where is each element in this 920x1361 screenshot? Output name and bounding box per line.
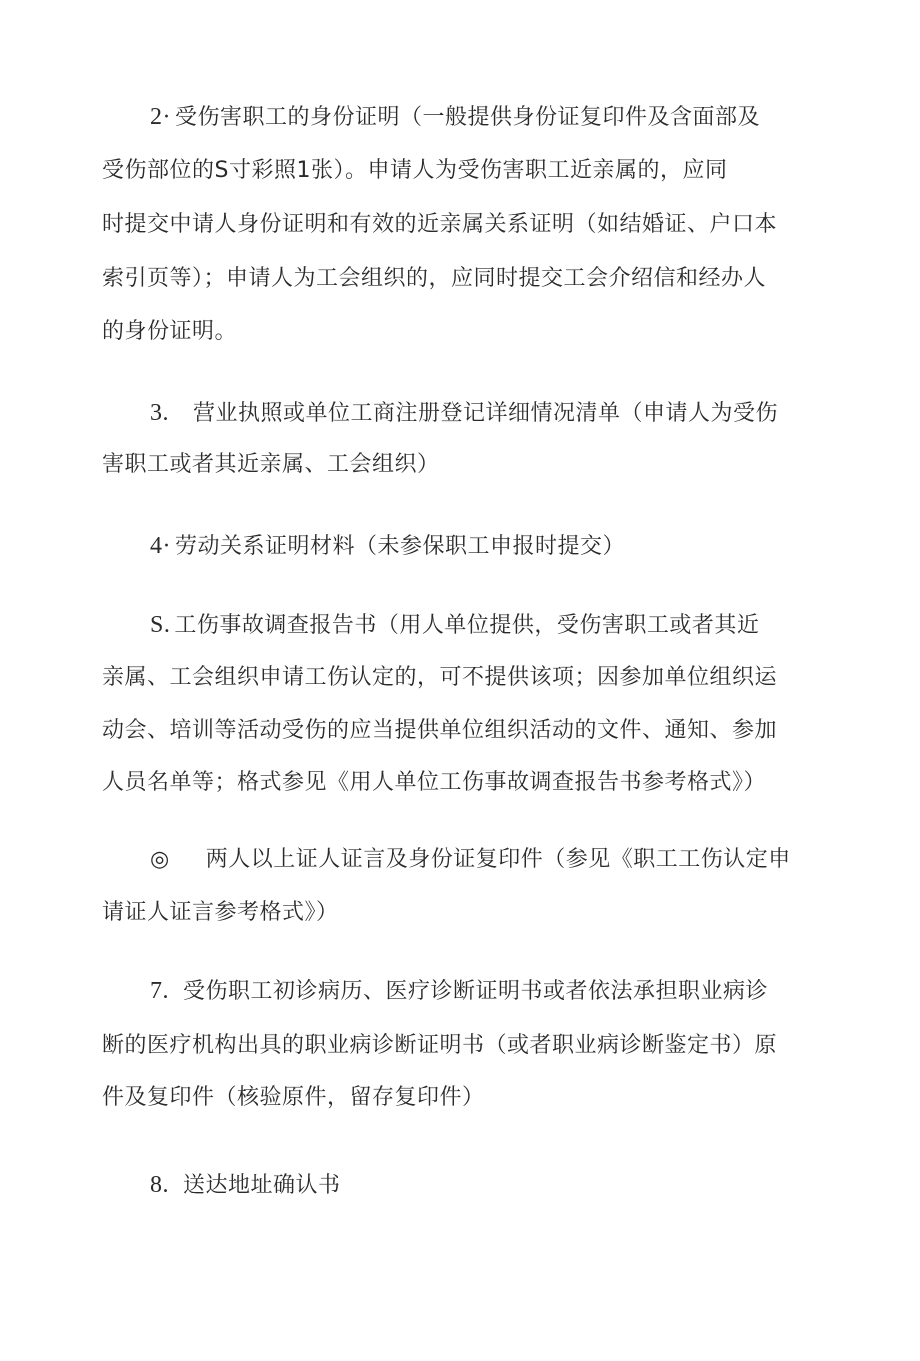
item-5-line-2: 亲属、工会组织申请工伤认定的，可不提供该项；因参加单位组织运 <box>102 665 778 690</box>
item-5-number: S. <box>150 612 171 638</box>
item-7-line-3: 件及复印件（核验原件，留存复印件） <box>102 1085 485 1110</box>
item-2-line-3: 时提交中请人身份证明和有效的近亲属关系证明（如结婚证、户口本 <box>102 212 778 237</box>
item-7-line-1: 7. 受伤职工初诊病历、医疗诊断证明书或者依法承担职业病诊 <box>150 978 769 1004</box>
item-2-line-2: 受伤部位的S寸彩照1张）。申请人为受伤害职工近亲属的，应同 <box>102 158 728 183</box>
item-5-line-1: S. 工伤事故调查报告书（用人单位提供，受伤害职工或者其近 <box>150 612 760 638</box>
item-6-number: ◎ <box>150 847 170 872</box>
item-8-number: 8. <box>150 1172 169 1198</box>
item-4-line-1: 4· 劳动关系证明材料（未参保职工申报时提交） <box>150 533 626 559</box>
item-2-line-5: 的身份证明。 <box>102 319 238 344</box>
item-7-number: 7. <box>150 978 169 1004</box>
item-3-line-2: 害职工或者其近亲属、工会组织） <box>102 452 440 477</box>
item-3-line-1: 3. 营业执照或单位工商注册登记详细情况清单（申请人为受伤 <box>150 400 779 426</box>
item-2-line-1: 2· 受伤害职工的身份证明（一般提供身份证复印件及含面部及 <box>150 104 761 130</box>
item-5-line-3: 动会、培训等活动受伤的应当提供单位组织活动的文件、通知、参加 <box>102 718 778 743</box>
item-7-line-2: 断的医疗机构出具的职业病诊断证明书（或者职业病诊断鉴定书）原 <box>102 1033 778 1058</box>
item-2-number: 2· <box>150 104 171 130</box>
item-2-line-4: 索引页等）；申请人为工会组织的，应同时提交工会介绍信和经办人 <box>102 266 767 291</box>
item-3-number: 3. <box>150 400 169 426</box>
item-4-number: 4· <box>150 533 171 559</box>
item-5-line-4: 人员名单等；格式参见《用人单位工伤事故调查报告书参考格式》） <box>102 770 767 795</box>
item-6-line-1: ◎ 两人以上证人证言及身份证复印件（参见《职工工伤认定申 <box>150 845 791 875</box>
item-8-line-1: 8. 送达地址确认书 <box>150 1172 341 1198</box>
item-6-line-2: 请证人证言参考格式》） <box>102 900 339 925</box>
